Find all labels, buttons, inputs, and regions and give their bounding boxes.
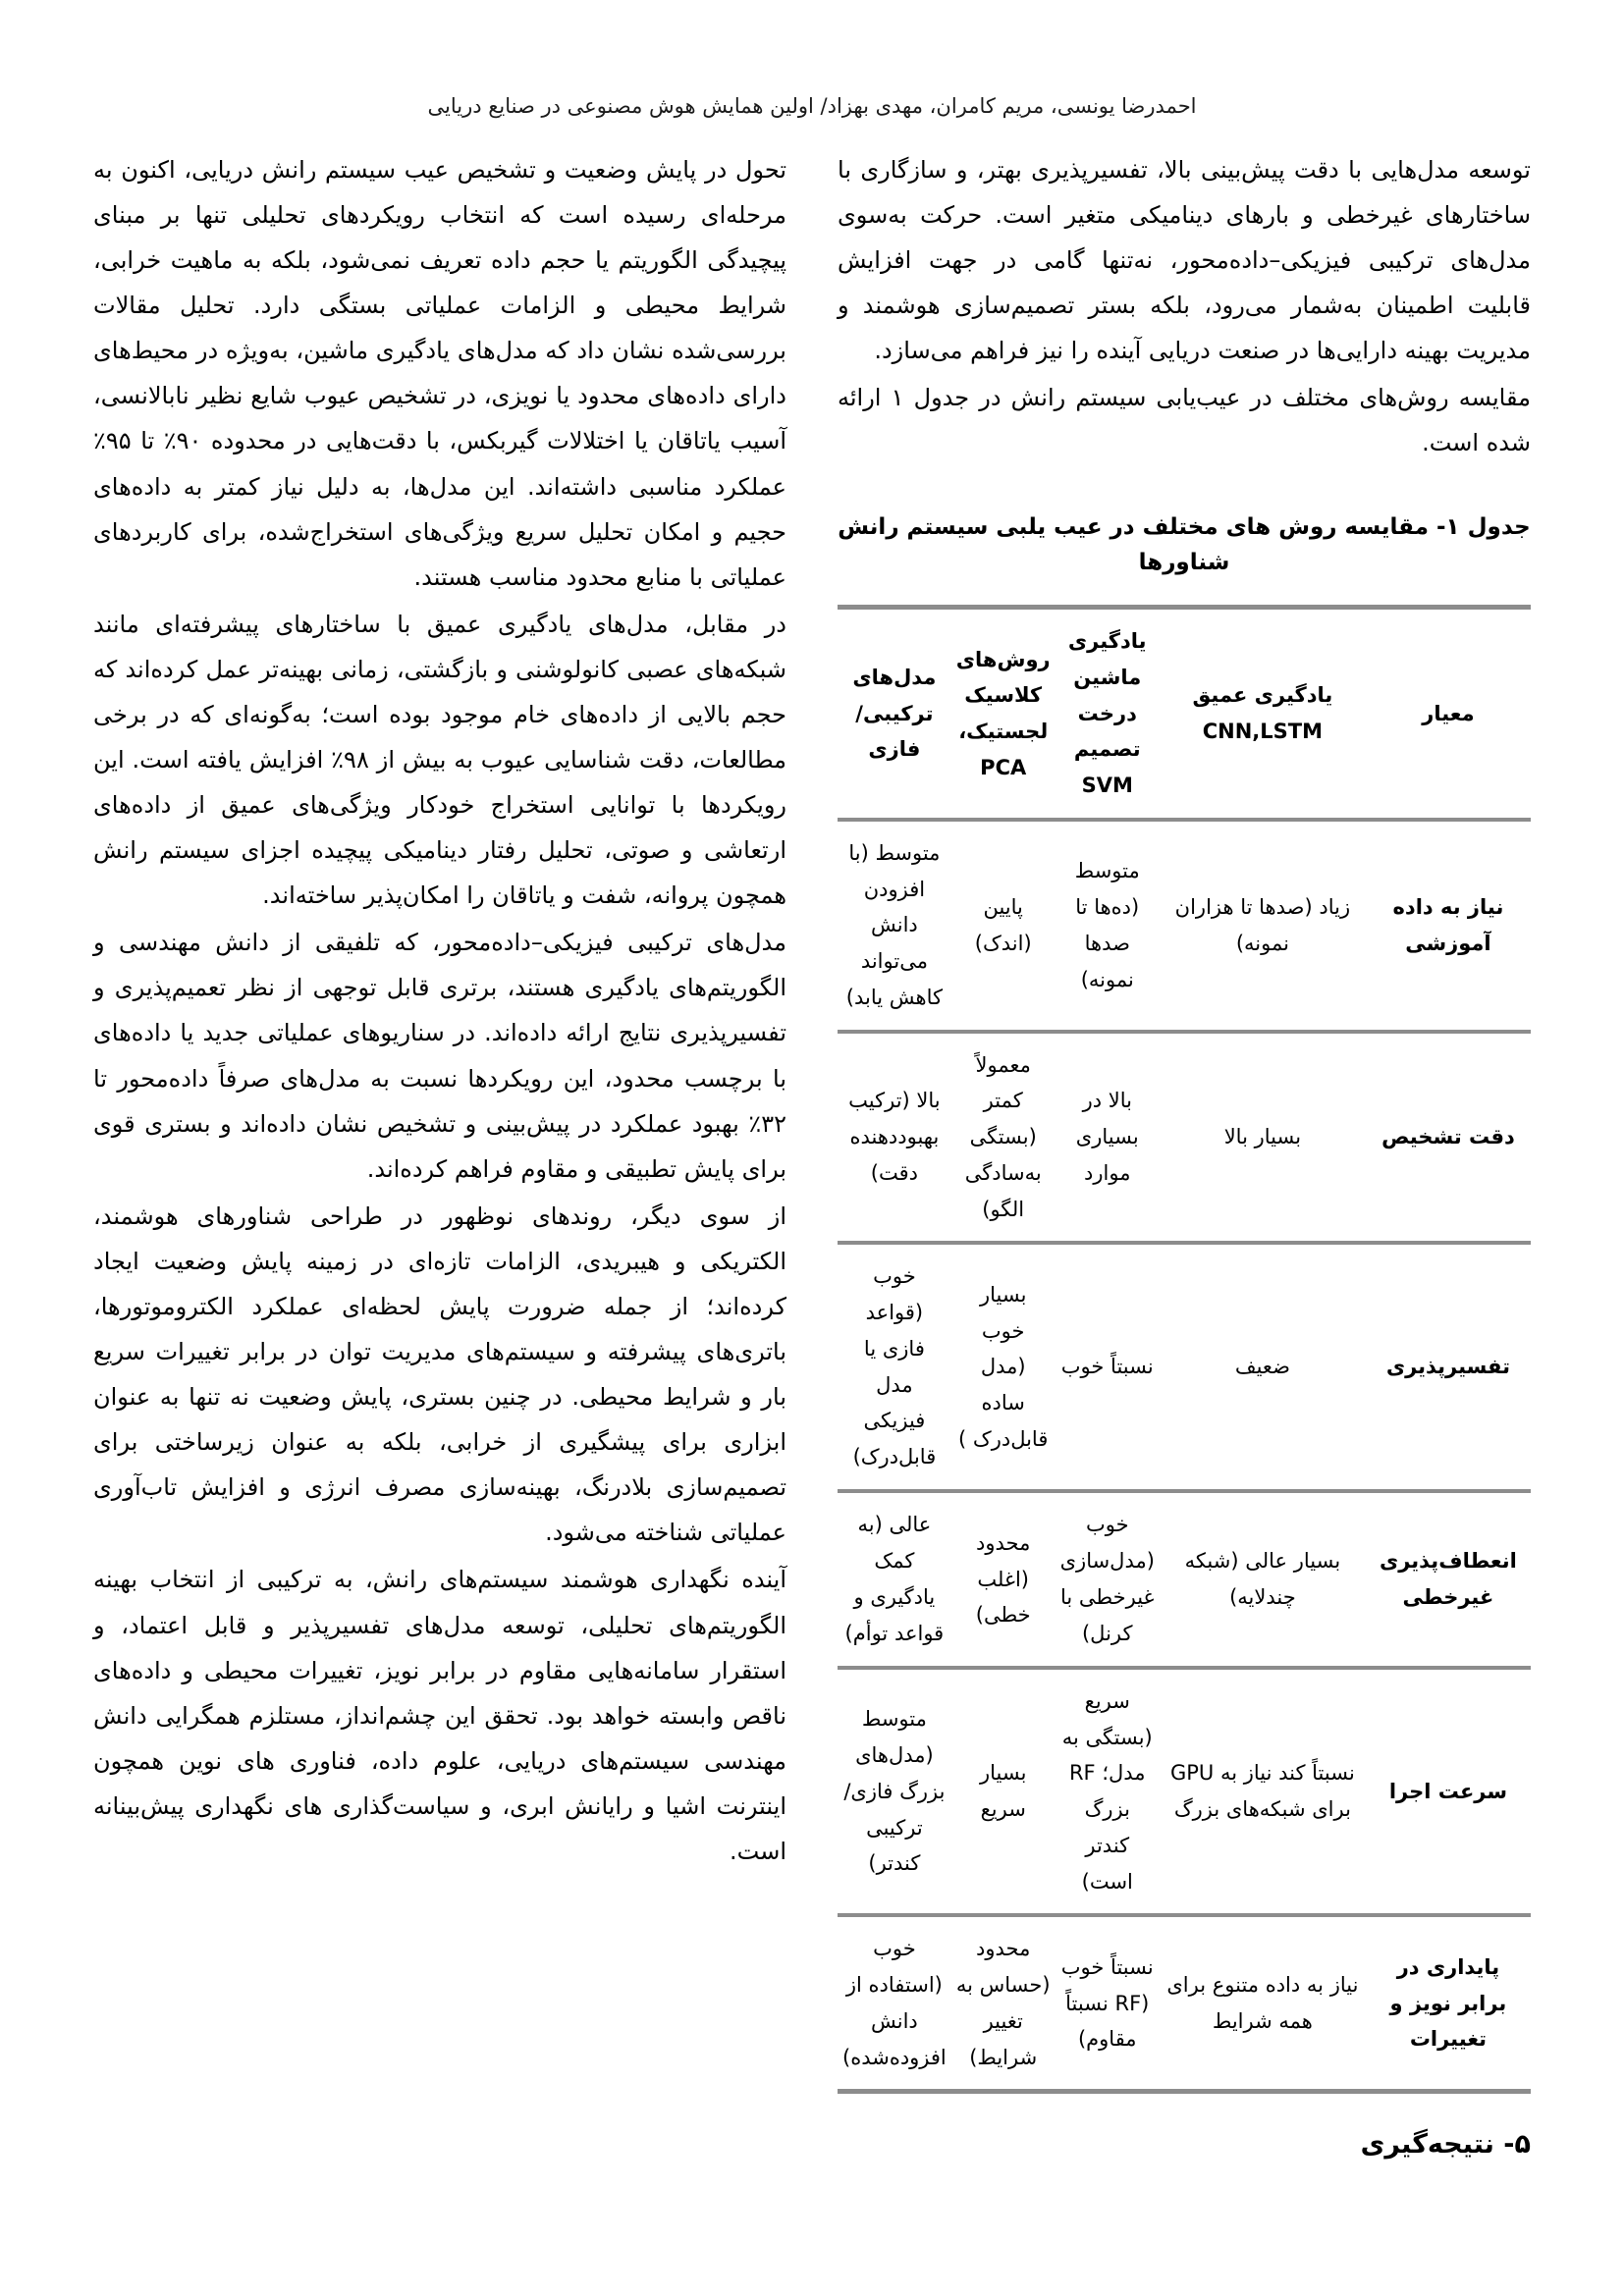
cell-deep: ضعیف <box>1234 1355 1290 1379</box>
paragraph: تحول در پایش وضعیت و تشخیص عیب سیستم رانش دریایی، اکنون به مرحله‌ای رسیده است که انتخاب رویکردهای تحلیلی تنها بر مبنای پیچیدگی الگوریتم یا حجم داده تعریف نمی‌شود، بلکه به ماهیت خرابی، شرایط محیطی و الزامات عملیاتی بستگی دارد. تحلیل مقالات بررسی‌شده نشان داد که مدل‌های یادگیری ماشین، به‌ویژه در محیط‌های دارای داده‌های محدود یا نویزی، در تشخیص عیوب شایع نظیر نابالانسی، آسیب یاتاقان یا اختلالات گیربکس، با دقت‌هایی در محدوده ۹۰٪ تا ۹۵٪ عملکرد مناسبی داشته‌اند. این مدل‌ها، به دلیل نیاز کمتر به داده‌های حجیم و امکان تحلیل سریع ویژگی‌های استخراج‌شده، برای کاربردهای عملیاتی با منابع محدود مناسب هستند. <box>93 156 786 591</box>
cell-deep: بسیار بالا <box>1223 1125 1302 1149</box>
table-row <box>838 1032 1531 1244</box>
cell-ml: متوسط (ده‌ها تا صدها نمونه) <box>1074 859 1140 991</box>
cell-ml: نسبتاً خوب (RF نسبتاً مقاوم) <box>1060 1954 1154 2052</box>
col-header-classic-methods: روش‌های کلاسیک لجستیک، PCA <box>955 647 1051 779</box>
paragraph: از سوی دیگر، روندهای نوظهور در طراحی شناورهای هوشمند، الکتریکی و هیبریدی، الزامات تازه‌ای در زمینه پایش وضعیت ایجاد کرده‌اند؛ از جمله ضرورت پایش لحظه‌ای عملکرد الکتروموتورها، باتری‌های پیشرفته و سیستم‌های مدیریت توان در برابر تغییرات سریع بار و شرایط محیطی. در چنین بستری، پایش وضعیت نه تنها به عنوان ابزاری برای پیشگیری از خرابی، بلکه به عنوان زیرساختی برای تصمیم‌سازی بلادرنگ، بهینه‌سازی مصرف انرژی و افزایش تاب‌آوری عملیاتی شناخته می‌شود. <box>93 1201 786 1547</box>
cell-classic: پایین (اندک) <box>974 895 1032 955</box>
cell-ml: سریع (بستگی به مدل؛ RF بزرگ کندتر است) <box>1061 1688 1153 1894</box>
table-caption: جدول ۱- مقایسه روش های مختلف در عیب یلبی سیستم رانش شناورها <box>838 513 1531 576</box>
cell-deep: زیاد (صدها تا هزاران نمونه) <box>1174 895 1351 955</box>
paragraph: آینده نگهداری هوشمند سیستم‌های رانش، به ترکیبی از انتخاب بهینه الگوریتم‌های تحلیلی، توسعه مدل‌های تفسیرپذیر و قابل اعتماد، و استقرار سامانه‌هایی مقاوم در برابر نویز، تغییرات محیطی و داده‌های ناقص وابسته خواهد بود. تحقق این چشم‌انداز، مستلزم همگرایی دانش مهندسی سیستم‌های دریایی، علوم داده، فناوری های نوین همچون اینترنت اشیا و رایانش ابری، و سیاست‌گذاری های نگهداری پیش‌بینانه است. <box>93 1566 786 1865</box>
table-row <box>838 1915 1531 2092</box>
column-right <box>838 147 1531 2170</box>
cell-criterion: سرعت اجرا <box>1388 1779 1508 1803</box>
paragraph: مدل‌های ترکیبی فیزیکی–داده‌محور، که تلفیقی از دانش مهندسی و الگوریتم‌های یادگیری هستند، برتری قابل توجهی از نظر تعمیم‌پذیری و تفسیرپذیری نتایج ارائه داده‌اند. در سناریوهای عملیاتی جدید یا داده‌های با برچسب محدود، این رویکردها نسبت به مدل‌های صرفاً داده‌محور تا ۳۲٪ بهبود عملکرد در پیش‌بینی و تشخیص نشان داده‌اند و بستری قوی برای پایش تطبیقی و مقاوم فراهم کرده‌اند. <box>93 929 786 1183</box>
cell-criterion: تفسیرپذیری <box>1385 1355 1511 1379</box>
cell-classic: بسیار خوب (مدل ساده قابل‌درک ) <box>958 1282 1049 1451</box>
col-header-deep-learning: یادگیری عمیق CNN,LSTM <box>1192 683 1333 744</box>
cell-deep: بسیار عالی (شبکه چندلایه) <box>1184 1549 1341 1609</box>
col-header-hybrid-models: مدل‌های ترکیبی/فازی <box>852 665 937 762</box>
column-left <box>93 147 786 1876</box>
cell-criterion: دقت تشخیص <box>1381 1125 1515 1149</box>
paragraph: مقایسه روش‌های مختلف در عیب‌یابی سیستم رانش در جدول ۱ ارائه شده است. <box>838 384 1531 457</box>
cell-criterion: انعطاف‌پذیری غیرخطی <box>1379 1549 1517 1609</box>
cell-hybrid: عالی (به کمک یادگیری و قواعد توأم) <box>844 1513 945 1645</box>
col-header-machine-learning: یادگیری ماشین درخت تصمیم SVM <box>1067 629 1147 798</box>
cell-ml: بالا در بسیاری موارد <box>1075 1089 1139 1185</box>
cell-deep: نیاز به داده متنوع برای همه شرایط <box>1166 1973 1359 2033</box>
cell-classic: محدود (حساس به تغییر شرایط) <box>955 1937 1051 2069</box>
running-head: احمدرضا یونسی، مریم کامران، مهدی بهزاد/ اولین همایش هوش مصنوعی در صنایع دریایی <box>427 94 1197 118</box>
cell-hybrid: متوسط (با افزودن دانش می‌تواند کاهش یابد) <box>845 840 944 1009</box>
col-header-criterion: معیار <box>1422 701 1475 725</box>
cell-classic: محدود (اغلب خطی) <box>975 1530 1031 1628</box>
cell-ml: خوب (مدل‌سازی غیرخطی با کرنل) <box>1059 1513 1155 1645</box>
table-row <box>838 1491 1531 1668</box>
section-heading-conclusion: ۵- نتیجه‌گیری <box>1360 2129 1531 2161</box>
cell-hybrid: متوسط (مدل‌های بزرگ فازی/ترکیبی کندتر) <box>843 1707 946 1876</box>
paragraph: در مقابل، مدل‌های یادگیری عمیق با ساختارهای پیشرفته‌ای مانند شبکه‌های عصبی کانولوشنی و بازگشتی، زمانی بهینه‌تر عمل کرده‌اند که حجم بالایی از داده‌های خام موجود بوده است؛ به‌گونه‌ای که در برخی مطالعات، دقت شناسایی عیوب به بیش از ۹۸٪ افزایش یافته است. این رویکردها با توانایی استخراج خودکار ویژگی‌های عمیق از داده‌های ارتعاشی و صوتی، تحلیل رفتار دینامیکی پیچیده اجزای سیستم رانش همچون پروانه، شفت و یاتاقان را امکان‌پذیر ساخته‌اند. <box>93 610 786 910</box>
cell-classic: معمولاً کمتر (بستگی به‌سادگی الگو) <box>964 1052 1042 1221</box>
table-header-row <box>838 608 1531 820</box>
table-row <box>838 1243 1531 1491</box>
cell-deep: نسبتاً کند نیاز به GPU برای شبکه‌های بزرگ <box>1169 1761 1355 1822</box>
table-row <box>838 820 1531 1032</box>
cell-ml: نسبتاً خوب <box>1060 1355 1154 1379</box>
table-row <box>838 1668 1531 1916</box>
paragraph: توسعه مدل‌هایی با دقت پیش‌بینی بالا، تفسیرپذیری بهتر، و سازگاری با ساختارهای غیرخطی و بارهای دینامیکی متغیر است. حرکت به‌سوی مدل‌های ترکیبی فیزیکی–داده‌محور، نه‌تنها گامی در جهت افزایش قابلیت اطمینان به‌شمار می‌رود، بلکه بستر تصمیم‌سازی هوشمند و مدیریت بهینه دارایی‌ها در صنعت دریایی آینده را نیز فراهم می‌سازد. <box>838 156 1531 365</box>
cell-classic: بسیار سریع <box>979 1761 1027 1822</box>
cell-hybrid: خوب (قواعد فازی یا مدل فیزیکی قابل‌درک) <box>852 1264 937 1469</box>
cell-criterion: پایداری در برابر نویز و تغییرات <box>1389 1954 1507 2052</box>
cell-criterion: نیاز به داده آموزشی <box>1392 895 1504 955</box>
comparison-table <box>838 605 1531 2094</box>
cell-hybrid: بالا (ترکیب بهبوددهنده دقت) <box>848 1089 941 1185</box>
cell-hybrid: خوب (استفاده از دانش افزوده‌شده) <box>842 1937 947 2069</box>
